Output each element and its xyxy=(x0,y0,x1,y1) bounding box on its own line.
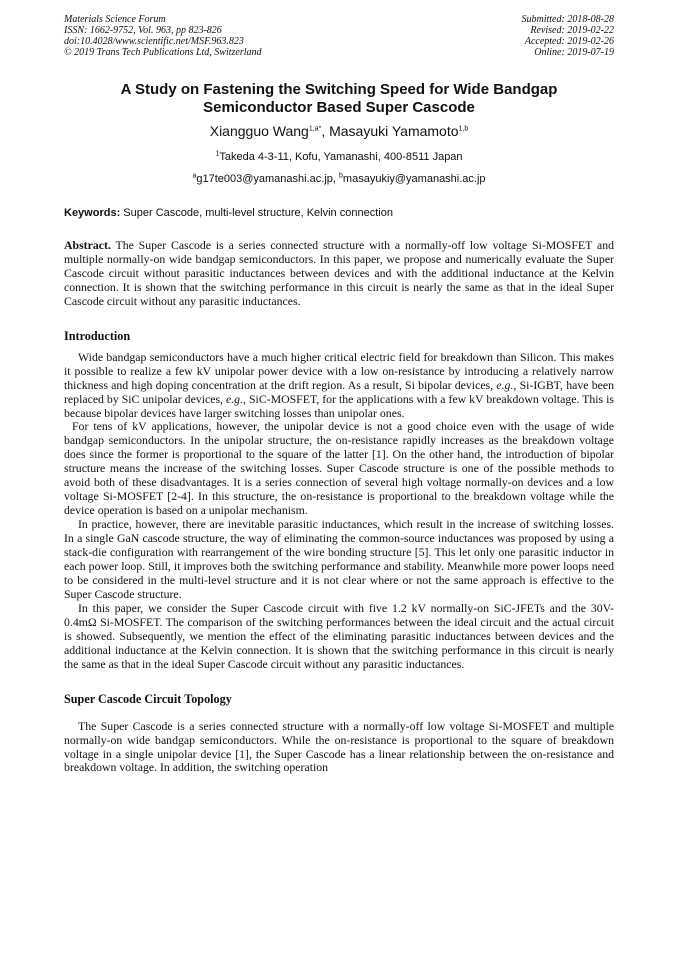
email-a: g17te003@yamanashi.ac.jp, xyxy=(196,173,340,185)
abstract xyxy=(64,239,614,309)
date-revised: Revised: 2019-02-22 xyxy=(530,25,614,36)
author-emails xyxy=(40,172,638,186)
journal-doi: doi:10.4028/www.scientific.net/MSF.963.823 xyxy=(64,36,244,47)
author-list xyxy=(40,122,638,140)
paper-title xyxy=(40,81,638,117)
paper-body xyxy=(64,239,614,775)
date-accepted: Accepted: 2019-02-26 xyxy=(524,36,614,47)
email-b-marker: b xyxy=(339,172,343,180)
abstract-label: Abstract. xyxy=(64,238,111,252)
affiliation-marker: 1 xyxy=(215,150,220,158)
keywords xyxy=(64,206,614,220)
journal-name: Materials Science Forum xyxy=(64,14,166,25)
title-line-2: Semiconductor Based Super Cascode xyxy=(203,99,475,116)
intro-p1-part-3: , SiC-MOSFET, for the applications with a few kV breakdown voltage. This is because bipolar devices have larger switching losses than unipolar ones. xyxy=(64,391,614,420)
intro-p1-eg-2: e.g. xyxy=(226,391,244,406)
intro-paragraph-2: For tens of kV applications, however, the unipolar device is not a good choice even with the usage of wide bandgap semiconductors. In the unipolar structure, the on-resistance rapidly increases as the breakdown voltage does since the former is proportional to the square of the latter [1]. On the other hand, the introduction of bipolar structure means the increase of the switching losses. Super Cascode structure is one of the possible methods to avoid both of these disadvantages. It is a series connection of several high voltage normally-on devices and a low voltage Si-MOSFET [2-4]. In this structure, the on-resistance is proportional to the breakdown voltage while the device operation is based on a unipolar mechanism. xyxy=(64,419,614,518)
publication-dates xyxy=(522,14,615,58)
intro-paragraph-3: In practice, however, there are inevitable parasitic inductances, which result in the increase of switching losses. In a single GaN cascode structure, the way of eliminating the common-source inductances was proposed by using a stack-die configuration with rearrangement of the wire bonding structure [5]. This let only one parasitic inductor in each power loop. Still, it improves both the switching performance and stability. Meanwhile more power loops need to be considered in the multi-level structure and it is not clear where or not the same approach is effective to the Super Cascode structure. xyxy=(64,517,614,601)
journal-info xyxy=(64,14,262,58)
author-separator: , xyxy=(321,123,330,139)
date-online: Online: 2019-07-19 xyxy=(534,47,614,58)
email-b: masayukiy@yamanashi.ac.jp xyxy=(342,173,486,185)
journal-issn: ISSN: 1662-9752, Vol. 963, pp 823-826 xyxy=(64,25,222,36)
author-1-marker: 1,a* xyxy=(308,125,322,133)
intro-paragraph-4: In this paper, we consider the Super Cascode circuit with five 1.2 kV normally-on SiC-JFETs and the 30V-0.4mΩ Si-MOSFET. The comparison of the switching performances between the ideal circuit and the actual circuit is showed. Subsequently, we mention the effect of the eliminating parasitic inductances between devices and the additional inductance at the Kelvin connection. It is shown that the switching performance in this circuit is nearly the same as that in the ideal Super Cascode circuit without any parasitic inductances. xyxy=(64,600,614,671)
date-submitted: Submitted: 2018-08-28 xyxy=(521,14,614,25)
intro-p1-part-1: Wide bandgap semiconductors have a much higher critical electric field for breakdown than Silicon. This makes it possible to realize a few kV unipolar power device with a low on-resistance by introducing a relatively narrow thickness and high doping concentration at the drift region. As a result, Si bipolar devices, xyxy=(64,349,614,392)
keywords-text: Super Cascode, multi-level structure, Kelvin connection xyxy=(120,207,393,219)
author-2-marker: 1,b xyxy=(458,125,469,133)
abstract-text: The Super Cascode is a series connected structure with a normally-off low voltage Si-MOSFET and multiple normally-on wide bandgap semiconductors. In this paper, we propose and numerically evaluate the Super Cascode circuit without parasitic inductances between devices and with the additional inductance at the Kelvin connection. It is shown that the switching performance in this circuit is nearly the same as that in the ideal Super Cascode circuit without any parasitic inductances. xyxy=(64,238,614,308)
journal-copyright: © 2019 Trans Tech Publications Ltd, Switzerland xyxy=(64,47,262,58)
affiliation xyxy=(40,150,638,164)
section-heading-topology: Super Cascode Circuit Topology xyxy=(64,691,232,706)
topology-paragraph-1: The Super Cascode is a series connected structure with a normally-off low voltage Si-MOSFET and multiple normally-on wide bandgap semiconductors. While the on-resistance is proportional to the square of breakdown voltage in a single unipolar device [1], the Super Cascode has a linear relationship between the on-resistance and breakdown voltage. In addition, the switching operation xyxy=(64,718,614,775)
section-heading-introduction: Introduction xyxy=(64,328,131,343)
intro-p1-part-2: , Si-IGBT, have been replaced by SiC unipolar devices, xyxy=(64,377,614,406)
title-line-1: A Study on Fastening the Switching Speed for Wide Bandgap xyxy=(120,81,558,98)
email-a-marker: a xyxy=(192,172,197,180)
intro-p1-eg-1: e.g. xyxy=(496,377,514,392)
keywords-label: Keywords: xyxy=(64,207,121,219)
intro-paragraph-1 xyxy=(64,351,614,421)
author-1: Xiangguo Wang xyxy=(209,123,309,139)
affiliation-text: Takeda 4-3-11, Kofu, Yamanashi, 400-8511 Japan xyxy=(219,151,463,163)
author-2: Masayuki Yamamoto xyxy=(329,123,459,139)
